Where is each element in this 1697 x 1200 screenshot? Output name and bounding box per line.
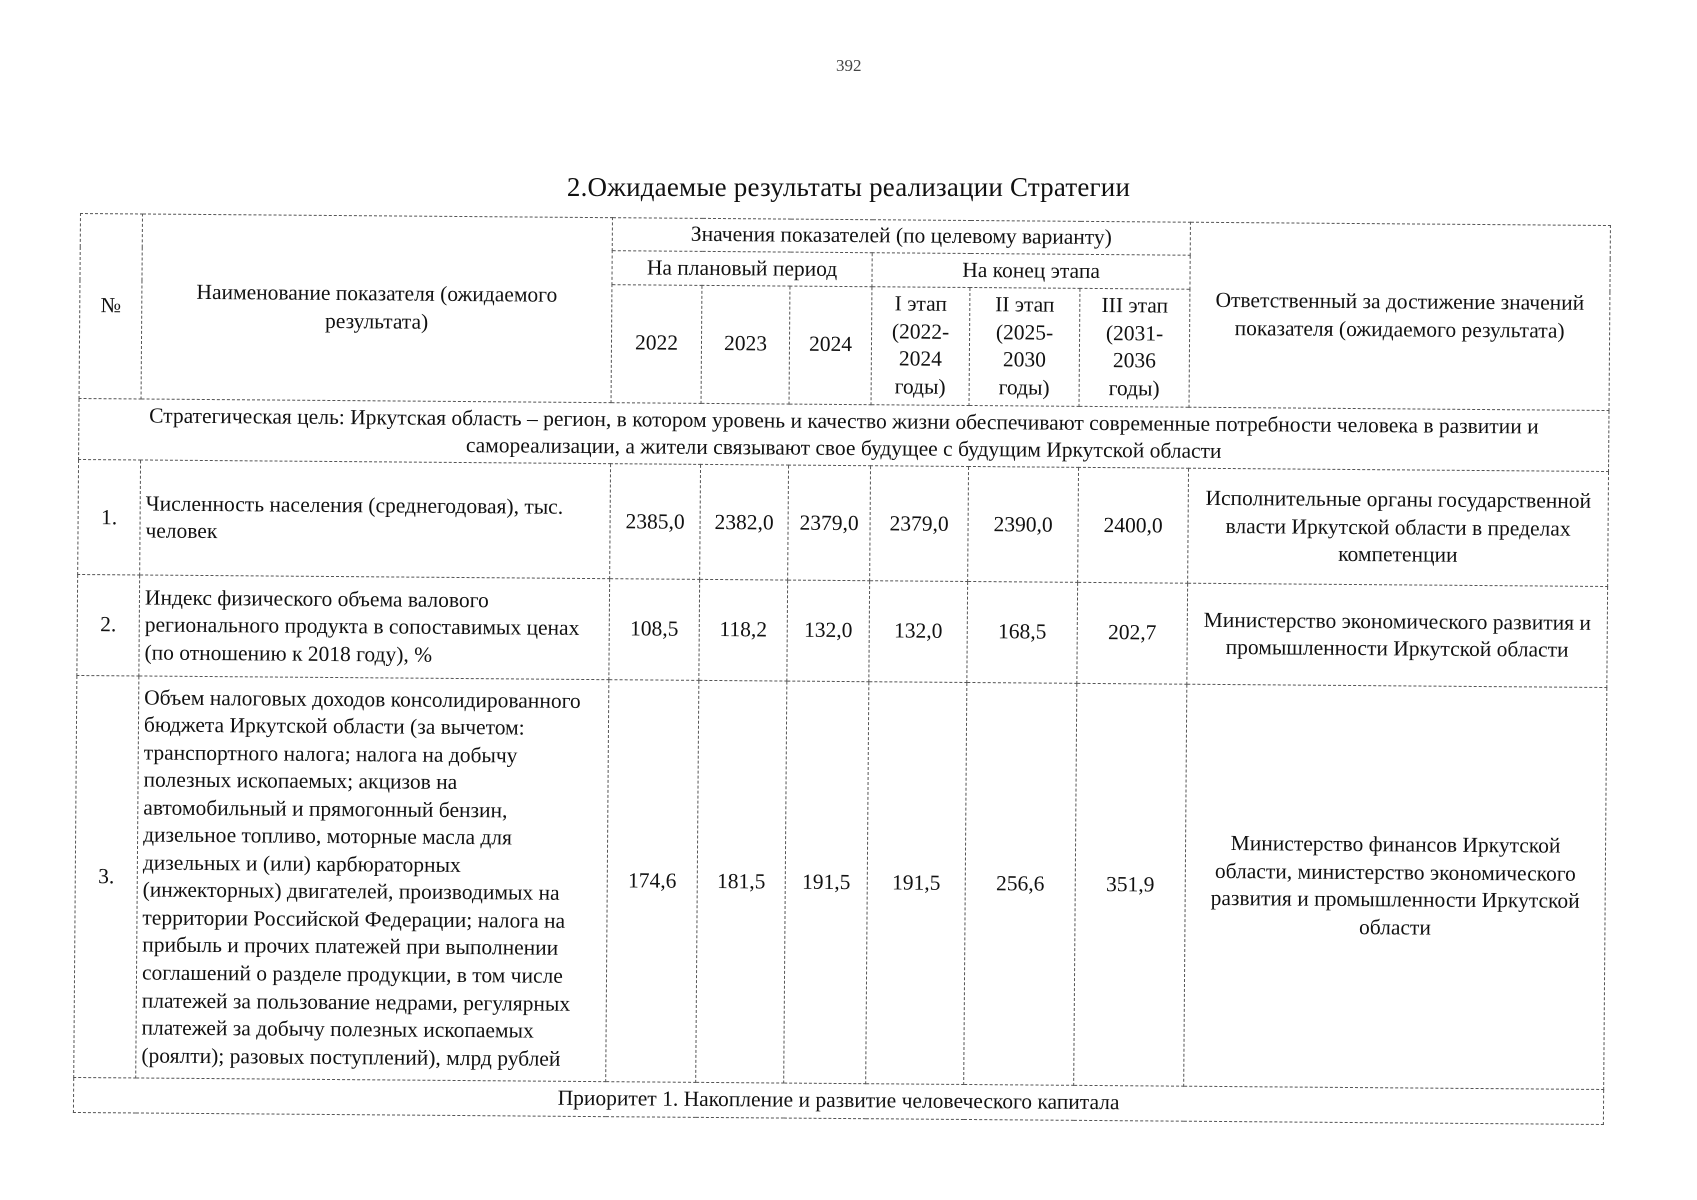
header-name: Наименование показателя (ожидаемого результата)	[141, 214, 612, 402]
value-cell: 108,5	[609, 579, 700, 680]
header-num: №	[79, 214, 142, 399]
indicator-name: Индекс физического объема валового регионального продукта в сопоставимых ценах (по отношению к 2018 году), %	[139, 575, 610, 679]
value-cell: 168,5	[967, 582, 1078, 683]
value-cell: 174,6	[606, 680, 699, 1083]
header-stage: II этап (2025-2030 годы)	[969, 287, 1080, 406]
row-number: 2.	[77, 575, 140, 676]
value-cell: 2379,0	[870, 466, 969, 582]
header-year: 2022	[611, 284, 702, 403]
responsible-cell: Министерство экономического развития и промышленности Иркутской области	[1187, 584, 1608, 688]
table-row	[77, 575, 1608, 688]
header-responsible: Ответственный за достижение значений показателя (ожидаемого результата)	[1189, 222, 1610, 410]
header-plan-period: На плановый период	[612, 251, 872, 286]
header-year: 2023	[701, 285, 790, 404]
row-number: 1.	[78, 460, 141, 575]
value-cell: 2390,0	[968, 467, 1079, 583]
results-table	[73, 213, 1611, 1125]
table-row	[74, 675, 1607, 1089]
header-values-group: Значения показателей (по целевому варианту)	[612, 218, 1190, 256]
page-title: 2.Ожидаемые результаты реализации Стратегии	[566, 172, 1131, 202]
value-cell: 132,0	[787, 580, 870, 681]
value-cell: 2382,0	[700, 465, 789, 581]
value-cell: 256,6	[964, 682, 1077, 1085]
responsible-cell: Министерство финансов Иркутской области, министерство экономического развития и промышленности Иркутской области	[1184, 684, 1607, 1090]
table-row	[78, 460, 1609, 587]
value-cell: 2379,0	[788, 465, 871, 581]
value-cell: 181,5	[696, 680, 787, 1083]
strategic-goal: Стратегическая цель: Иркутская область – регион, в котором уровень и качество жизни обеспечивают современные потребности человека в развитии и самореализации, а жители связывают свое будущее с будущим Иркутской области	[79, 398, 1609, 472]
indicator-name: Численность населения (среднегодовая), тыс. человек	[140, 460, 611, 579]
value-cell: 132,0	[869, 581, 968, 682]
value-cell: 191,5	[784, 681, 869, 1084]
value-cell: 118,2	[699, 580, 788, 681]
value-cell: 2400,0	[1078, 468, 1189, 584]
header-stage: I этап (2022-2024 годы)	[871, 286, 970, 405]
row-number: 3.	[74, 675, 139, 1078]
page-number: 392	[836, 56, 862, 75]
value-cell: 351,9	[1074, 683, 1187, 1086]
responsible-cell: Исполнительные органы государственной власти Иркутской области в пределах компетенции	[1188, 469, 1609, 587]
header-stage: III этап (2031-2036 годы)	[1079, 288, 1190, 407]
header-stage-end: На конец этапа	[872, 253, 1190, 289]
header-year: 2024	[789, 286, 872, 405]
priority-label: Приоритет 1. Накопление и развитие человеческого капитала	[73, 1078, 1603, 1125]
value-cell: 2385,0	[610, 464, 701, 580]
value-cell: 202,7	[1077, 583, 1188, 684]
indicator-name: Объем налоговых доходов консолидированного бюджета Иркутской области (за вычетом: транспортного налога; налога на добычу полезных ископаемых; акцизов на автомобильный и прямогонный бензин, дизельное топливо, моторные масла для дизельных и (или) карбюраторных (инжекторных) двигателей, производимых на территории Российской Федерации; налога на прибыль и прочих платежей при выполнении соглашений о разделе продукции, в том числе платежей за пользование недрами, регулярных платежей за добычу полезных ископаемых (роялти); разовых поступлений), млрд рублей	[136, 676, 609, 1082]
value-cell: 191,5	[866, 682, 967, 1085]
